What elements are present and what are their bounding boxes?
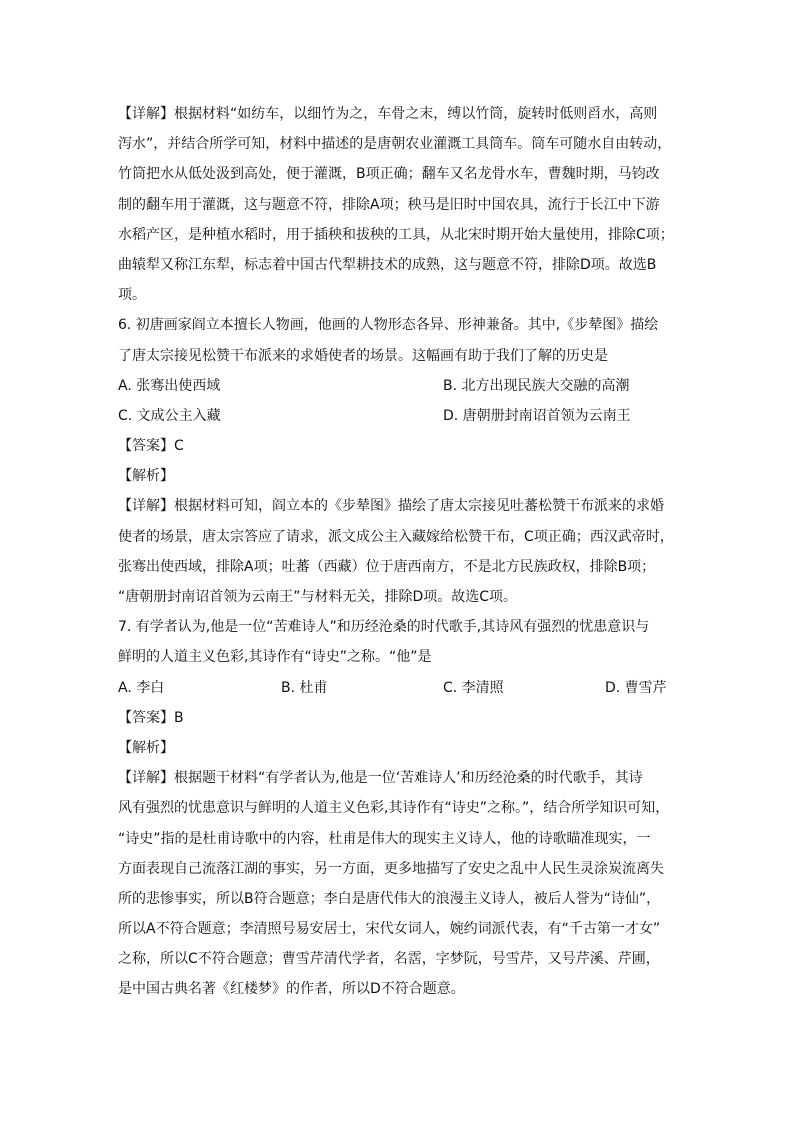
answer-option: D. 唐朝册封南诏首领为云南王: [443, 407, 631, 424]
analysis-heading-q6: [118, 461, 688, 491]
text-line: 项。: [118, 287, 146, 304]
text-line: 使者的场景，唐太宗答应了请求，派文成公主入藏嫁给松赞干布，C项正确；西汉武帝时，: [118, 528, 674, 545]
detail-q6: [118, 491, 688, 612]
answer-option: B. 杜甫: [281, 679, 328, 696]
text-line: 方面表现自己流落江湖的事实，另一方面，更多地描写了安史之乱中人民生灵涂炭流离失: [118, 860, 664, 877]
q6-options-row1: [118, 371, 688, 401]
text-line: 【解析】: [118, 468, 174, 485]
text-line: 了唐太宗接见松赞干布派来的求婚使者的场景。这幅画有助于我们了解的历史是: [118, 347, 608, 364]
text-line: 【解析】: [118, 739, 174, 756]
answer-option: C. 李清照: [443, 679, 504, 696]
document-page: [118, 99, 688, 1005]
detail-q5: [118, 99, 688, 310]
text-line: 【详解】根据材料“如纺车，以细竹为之，车骨之末，缚以竹筒，旋转时低则舀水，高则: [118, 106, 658, 122]
answer-q7: [118, 703, 688, 733]
text-line: 是中国古典名著《红楼梦》的作者，所以D不符合题意。: [118, 981, 465, 998]
text-line: 曲辕犁又称江东犁，标志着中国古代犁耕技术的成熟，这与题意不符，排除D项。故选B: [118, 256, 657, 273]
answer-option: B. 北方出现民族大交融的高潮: [443, 377, 630, 394]
text-line: 【答案】C: [118, 438, 184, 455]
text-line: 泻水”，并结合所学可知，材料中描述的是唐朝农业灌溉工具筒车。筒车可随水自由转动，: [118, 136, 672, 153]
q6-options-row2: [118, 401, 688, 431]
text-line: 之称，所以C不符合题意；曹雪芹清代学者，名霑，字梦阮，号雪芹，又号芹溪、芹圃，: [118, 951, 660, 968]
answer-option: C. 文成公主入藏: [118, 407, 221, 424]
answer-option: A. 李白: [118, 679, 165, 696]
text-line: 鲜明的人道主义色彩,其诗作有“诗史”之称。“他”是: [118, 649, 432, 666]
detail-q7: [118, 763, 688, 1005]
question-6: [118, 310, 688, 370]
text-line: 7. 有学者认为,他是一位“苦难诗人”和历经沧桑的时代歌手,其诗风有强烈的忧患意识与: [118, 619, 650, 636]
text-line: “唐朝册封南诏首领为云南王”与材料无关，排除D项。故选C项。: [118, 589, 518, 605]
text-line: 竹筒把水从低处汲到高处，便于灌溉，B项正确；翻车又名龙骨水车，曹魏时期，马钧改: [118, 166, 660, 183]
answer-option: A. 张骞出使西域: [118, 377, 221, 394]
q7-options: [118, 673, 688, 703]
text-line: “诗史”指的是杜甫诗歌中的内容，杜甫是伟大的现实主义诗人，他的诗歌瞄准现实，一: [118, 830, 651, 847]
text-line: 制的翻车用于灌溉，这与题意不符，排除A项；秧马是旧时中国农具，流行于长江中下游: [118, 196, 660, 213]
text-line: 【答案】B: [118, 709, 184, 726]
answer-option: D. 曹雪芹: [605, 679, 667, 696]
text-line: 【详解】根据材料可知，阎立本的《步辇图》描绘了唐太宗接见吐蕃松赞干布派来的求婚: [118, 498, 664, 515]
text-line: 风有强烈的忧患意识与鲜明的人道主义色彩,其诗作有“诗史”之称。”，结合所学知识可知，: [118, 800, 670, 817]
text-line: 张骞出使西域，排除A项；吐蕃（西藏）位于唐西南方，不是北方民族政权，排除B项；: [118, 558, 656, 575]
question-7: [118, 612, 688, 672]
answer-q6: [118, 431, 688, 461]
text-line: 水稻产区，是种植水稻时，用于插秧和拔秧的工具，从北宋时期开始大量使用，排除C项；: [118, 226, 674, 243]
text-line: 【详解】根据题干材料“有学者认为,他是一位‘苦难诗人’和历经沧桑的时代歌手，其诗: [118, 770, 643, 787]
text-line: 所以A不符合题意；李清照号易安居士，宋代女词人，婉约词派代表，有“千古第一才女”: [118, 921, 661, 938]
analysis-heading-q7: [118, 733, 688, 763]
text-line: 6. 初唐画家阎立本擅长人物画，他画的人物形态各异、形神兼备。其中,《步辇图》描绘: [118, 317, 659, 334]
text-line: 所的悲惨事实，所以B符合题意；李白是唐代伟大的浪漫主义诗人，被后人誉为“诗仙”，: [118, 890, 661, 907]
